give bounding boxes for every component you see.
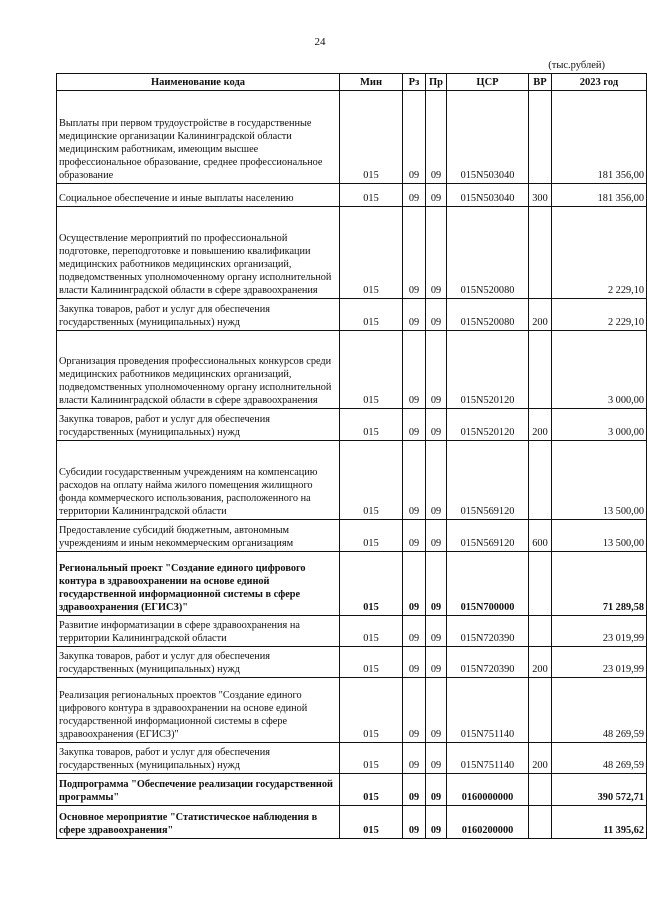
row-min: 015 (340, 184, 403, 207)
row-vr (529, 207, 552, 299)
table-row (57, 743, 647, 774)
row-pr: 09 (426, 806, 447, 839)
row-name: Закупка товаров, работ и услуг для обеспечения государственных (муниципальных) нужд (57, 409, 340, 441)
row-vr (529, 806, 552, 839)
row-sum: 2 229,10 (552, 207, 647, 299)
row-pr: 09 (426, 616, 447, 647)
header-vr: ВР (529, 74, 552, 91)
row-csr: 015N503040 (447, 91, 529, 184)
row-rz: 09 (403, 207, 426, 299)
budget-table (56, 73, 647, 839)
table-row (57, 552, 647, 616)
row-csr: 015N520080 (447, 207, 529, 299)
row-min: 015 (340, 207, 403, 299)
table-row (57, 806, 647, 839)
row-pr: 09 (426, 331, 447, 409)
row-csr: 015N520080 (447, 299, 529, 331)
row-csr: 015N720390 (447, 647, 529, 678)
row-sum: 13 500,00 (552, 441, 647, 520)
row-pr: 09 (426, 207, 447, 299)
row-rz: 09 (403, 616, 426, 647)
table-header-row (57, 74, 647, 91)
row-rz: 09 (403, 678, 426, 743)
header-name: Наименование кода (57, 74, 340, 91)
row-name: Региональный проект "Создание единого цифрового контура в здравоохранении на основе единой государственной информационной системы в сфере здравоохранения (ЕГИСЗ)" (57, 552, 340, 616)
row-csr: 015N569120 (447, 520, 529, 552)
row-vr (529, 616, 552, 647)
row-name: Предоставление субсидий бюджетным, автономным учреждениям и иным некоммерческим организациям (57, 520, 340, 552)
row-sum: 3 000,00 (552, 409, 647, 441)
header-rz: Рз (403, 74, 426, 91)
row-min: 015 (340, 409, 403, 441)
row-pr: 09 (426, 678, 447, 743)
row-sum: 3 000,00 (552, 331, 647, 409)
row-pr: 09 (426, 299, 447, 331)
row-vr: 600 (529, 520, 552, 552)
table-row (57, 184, 647, 207)
row-rz: 09 (403, 299, 426, 331)
header-csr: ЦСР (447, 74, 529, 91)
row-vr: 200 (529, 299, 552, 331)
row-name: Закупка товаров, работ и услуг для обеспечения государственных (муниципальных) нужд (57, 647, 340, 678)
units-label: (тыс.рублей) (548, 60, 605, 71)
row-csr: 015N751140 (447, 743, 529, 774)
row-name: Закупка товаров, работ и услуг для обеспечения государственных (муниципальных) нужд (57, 299, 340, 331)
header-pr: Пр (426, 74, 447, 91)
row-csr: 0160200000 (447, 806, 529, 839)
row-vr (529, 331, 552, 409)
table-row (57, 520, 647, 552)
row-pr: 09 (426, 409, 447, 441)
row-min: 015 (340, 774, 403, 806)
row-name: Подпрограмма "Обеспечение реализации государственной программы" (57, 774, 340, 806)
row-min: 015 (340, 647, 403, 678)
row-sum: 48 269,59 (552, 678, 647, 743)
row-min: 015 (340, 441, 403, 520)
header-min: Мин (340, 74, 403, 91)
row-pr: 09 (426, 743, 447, 774)
row-csr: 015N503040 (447, 184, 529, 207)
row-name: Субсидии государственным учреждениям на компенсацию расходов на оплату найма жилого помещения жилищного фонда коммерческого использования, расположенного на территории Калининградской области (57, 441, 340, 520)
row-rz: 09 (403, 331, 426, 409)
row-vr: 200 (529, 409, 552, 441)
row-min: 015 (340, 331, 403, 409)
row-min: 015 (340, 678, 403, 743)
header-sum: 2023 год (552, 74, 647, 91)
row-csr: 015N720390 (447, 616, 529, 647)
row-name: Осуществление мероприятий по профессиональной подготовке, переподготовке и повышению квалификации медицинских работников медицинских организаций, подведомственных уполномоченному органу исполнительной власти Калининградской области в сфере здравоохранения (57, 207, 340, 299)
row-rz: 09 (403, 409, 426, 441)
row-min: 015 (340, 299, 403, 331)
row-name: Развитие информатизации в сфере здравоохранения на территории Калининградской области (57, 616, 340, 647)
table-row (57, 616, 647, 647)
table-body (57, 91, 647, 839)
row-csr: 0160000000 (447, 774, 529, 806)
row-pr: 09 (426, 774, 447, 806)
row-vr (529, 441, 552, 520)
row-sum: 13 500,00 (552, 520, 647, 552)
table-row (57, 441, 647, 520)
row-rz: 09 (403, 552, 426, 616)
row-min: 015 (340, 520, 403, 552)
row-rz: 09 (403, 774, 426, 806)
row-min: 015 (340, 91, 403, 184)
row-sum: 23 019,99 (552, 647, 647, 678)
row-csr: 015N700000 (447, 552, 529, 616)
row-rz: 09 (403, 520, 426, 552)
row-vr (529, 678, 552, 743)
row-sum: 11 395,62 (552, 806, 647, 839)
row-name: Социальное обеспечение и иные выплаты населению (57, 184, 340, 207)
row-rz: 09 (403, 743, 426, 774)
row-vr: 200 (529, 647, 552, 678)
row-rz: 09 (403, 91, 426, 184)
row-rz: 09 (403, 441, 426, 520)
row-sum: 23 019,99 (552, 616, 647, 647)
row-sum: 390 572,71 (552, 774, 647, 806)
row-rz: 09 (403, 184, 426, 207)
row-csr: 015N520120 (447, 409, 529, 441)
row-pr: 09 (426, 91, 447, 184)
row-vr (529, 774, 552, 806)
row-pr: 09 (426, 552, 447, 616)
row-pr: 09 (426, 441, 447, 520)
table-row (57, 647, 647, 678)
row-csr: 015N520120 (447, 331, 529, 409)
row-vr: 300 (529, 184, 552, 207)
row-name: Выплаты при первом трудоустройстве в государственные медицинские организации Калининградской области медицинским работникам, имеющим высшее профессиональное образование, среднее профессиональное образование (57, 91, 340, 184)
table-row (57, 299, 647, 331)
table-row (57, 91, 647, 184)
row-csr: 015N569120 (447, 441, 529, 520)
row-name: Реализация региональных проектов "Создание единого цифрового контура в здравоохранении на основе единой государственной информационной системы в сфере здравоохранения (ЕГИСЗ)" (57, 678, 340, 743)
row-sum: 2 229,10 (552, 299, 647, 331)
row-sum: 71 289,58 (552, 552, 647, 616)
row-sum: 181 356,00 (552, 91, 647, 184)
row-pr: 09 (426, 520, 447, 552)
row-rz: 09 (403, 647, 426, 678)
table-row (57, 409, 647, 441)
row-pr: 09 (426, 184, 447, 207)
row-name: Организация проведения профессиональных конкурсов среди медицинских работников медицинских организаций, подведомственных уполномоченному органу исполнительной власти Калининградской области в сфере здравоохранения (57, 331, 340, 409)
table-row (57, 331, 647, 409)
row-pr: 09 (426, 647, 447, 678)
row-vr: 200 (529, 743, 552, 774)
row-min: 015 (340, 806, 403, 839)
row-min: 015 (340, 743, 403, 774)
row-sum: 48 269,59 (552, 743, 647, 774)
row-rz: 09 (403, 806, 426, 839)
row-min: 015 (340, 616, 403, 647)
table-row (57, 774, 647, 806)
row-vr (529, 91, 552, 184)
table-row (57, 207, 647, 299)
row-csr: 015N751140 (447, 678, 529, 743)
page-number: 24 (314, 36, 326, 48)
row-name: Основное мероприятие "Статистическое наблюдения в сфере здравоохранения" (57, 806, 340, 839)
row-vr (529, 552, 552, 616)
row-sum: 181 356,00 (552, 184, 647, 207)
row-name: Закупка товаров, работ и услуг для обеспечения государственных (муниципальных) нужд (57, 743, 340, 774)
table-row (57, 678, 647, 743)
row-min: 015 (340, 552, 403, 616)
